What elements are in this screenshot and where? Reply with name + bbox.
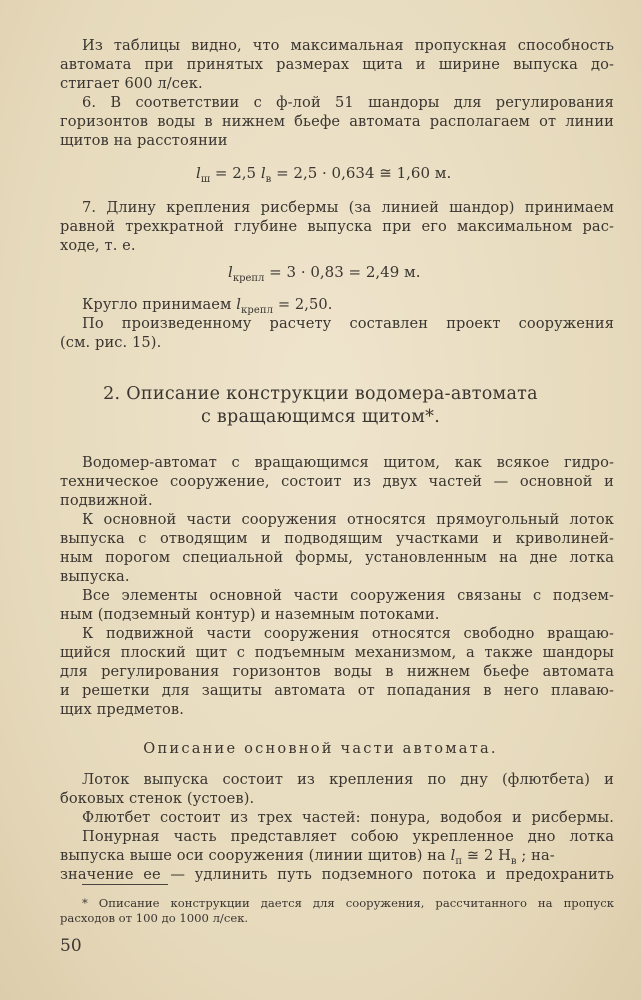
text-line: и решетки для защиты автомата от попадания в него плаваю- <box>60 682 614 699</box>
text-line: ходе, т. е. <box>60 237 136 254</box>
text-line: щих предметов. <box>60 701 184 718</box>
text-line: стигает 600 л/сек. <box>60 75 203 92</box>
text-line: Все элементы основной части сооружения связаны с подзем- <box>82 587 614 604</box>
formula-part: = 3 · 0,83 = 2,49 м. <box>264 263 421 281</box>
formula-variable: l <box>228 263 233 281</box>
text-part: выпуска выше оси сооружения (линии щитов) на <box>60 847 451 864</box>
footnote-divider <box>82 884 168 885</box>
text-line: Флютбет состоит из трех частей: понура, водобоя и рисбермы. <box>82 809 614 826</box>
formula-subscript: крепл <box>232 273 265 284</box>
text-line: горизонтов воды в нижнем бьефе автомата располагаем от линии <box>60 113 614 130</box>
formula-subscript: в <box>510 855 517 867</box>
formula-variable: l <box>196 164 201 182</box>
subsection-heading: Описание основной части автомата. <box>143 740 498 757</box>
formula-subscript: крепл <box>240 304 274 316</box>
formula-part: = 2,5 <box>210 164 261 182</box>
formula-shandor-distance <box>196 163 451 190</box>
text-line: техническое сооружение, состоит из двух частей — основной и <box>60 473 614 490</box>
text-line: выпуска. <box>60 568 130 585</box>
text-line: (см. рис. 15). <box>60 334 162 351</box>
text-line: выпуска с отводящим и подводящим участками и криволиней- <box>60 530 614 547</box>
formula-subscript: п <box>455 855 463 867</box>
footnote-line: * Описание конструкции дается для сооружения, рассчитанного на пропуск <box>82 896 614 910</box>
text-part: Кругло принимаем <box>82 296 237 313</box>
text-line: щийся плоский щит с подъемным механизмом, а также шандоры <box>60 644 614 661</box>
text-line: 6. В соответствии с ф-лой 51 шандоры для регулирования <box>82 94 614 111</box>
text-line: щитов на расстоянии <box>60 132 228 149</box>
formula-variable: l <box>236 296 241 313</box>
formula-variable: l <box>450 847 456 864</box>
text-line: подвижной. <box>60 492 153 509</box>
text-line: К основной части сооружения относятся прямоугольный лоток <box>82 511 614 528</box>
text-line: равной трехкратной глубине выпуска при его максимальном рас- <box>60 218 614 235</box>
text-part: ≅ 2 H <box>462 847 511 864</box>
text-line: Лоток выпуска состоит из крепления по дну (флютбета) и <box>82 771 614 788</box>
formula-riprap-length <box>228 262 420 289</box>
text-line: Понурная часть представляет собою укрепленное дно лотка <box>82 828 614 845</box>
section-heading-line: с вращающимся щитом*. <box>200 407 441 427</box>
text-part: = 2,50. <box>273 296 333 313</box>
text-line: К подвижной части сооружения относятся свободно вращаю- <box>82 625 614 642</box>
text-line: По произведенному расчету составлен проект сооружения <box>82 315 614 332</box>
text-line: Водомер-автомат с вращающимся щитом, как всякое гидро- <box>82 454 614 471</box>
text-line: Из таблицы видно, что максимальная пропускная способность <box>82 37 614 54</box>
page-number: 50 <box>60 936 82 956</box>
text-line: автомата при принятых размерах щита и ширине выпуска до- <box>60 56 614 73</box>
formula-subscript: в <box>265 174 272 185</box>
formula-variable: l <box>260 164 266 182</box>
text-line: значение ее — удлинить путь подземного потока и предохранить <box>60 866 614 883</box>
text-line: для регулирования горизонтов воды в нижнем бьефе автомата <box>60 663 614 680</box>
formula-part: = 2,5 · 0,634 ≅ 1,60 м. <box>271 164 452 182</box>
text-line: боковых стенок (устоев). <box>60 790 255 807</box>
footnote-line: расходов от 100 до 1000 л/сек. <box>60 911 249 925</box>
formula-subscript: ш <box>200 174 211 185</box>
text-line: ным порогом специальной формы, установленным на дне лотка <box>60 549 614 566</box>
text-line: ным (подземный контур) и наземным потоками. <box>60 606 440 623</box>
text-part: ; на- <box>516 847 555 864</box>
section-heading-line: 2. Описание конструкции водомера-автомата <box>103 384 538 404</box>
text-line: 7. Длину крепления рисбермы (за линией шандор) принимаем <box>82 199 614 216</box>
